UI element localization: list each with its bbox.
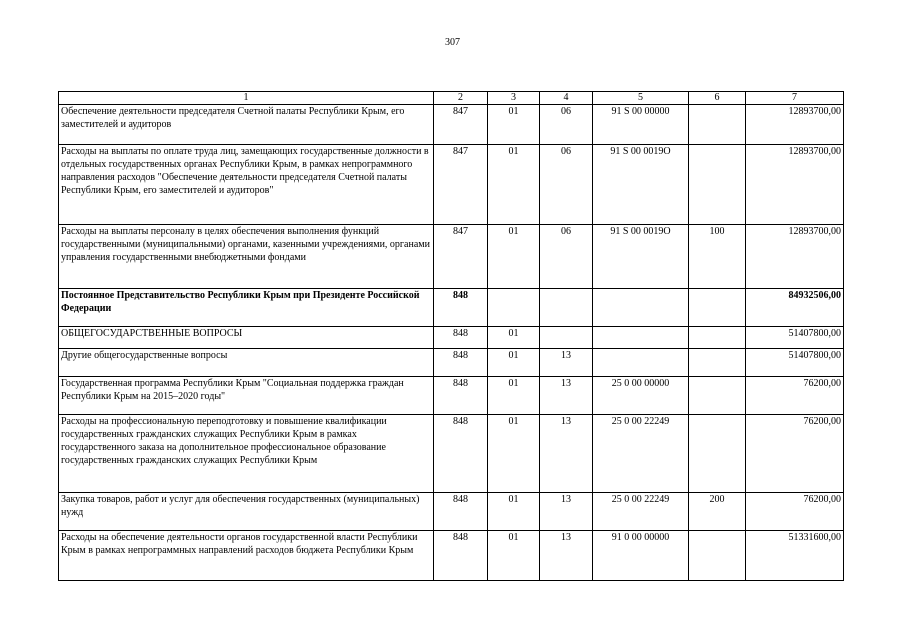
row-amount: 12893700,00 bbox=[746, 145, 844, 225]
table-row bbox=[59, 289, 844, 327]
row-subsection: 13 bbox=[540, 349, 593, 377]
row-target: 91 S 00 00000 bbox=[593, 105, 689, 145]
row-expense-type bbox=[689, 289, 746, 327]
row-code: 847 bbox=[434, 145, 488, 225]
row-section bbox=[488, 289, 540, 327]
column-header: 6 bbox=[689, 92, 746, 105]
row-target: 91 S 00 0019О bbox=[593, 225, 689, 289]
row-name: Расходы на профессиональную переподготовку и повышение квалификации государственных гражданских служащих Республики Крым в рамках государственного заказа на дополнительное профессиональное образование государственных гражданских служащих Республики Крым bbox=[59, 415, 434, 493]
row-target bbox=[593, 327, 689, 349]
row-section: 01 bbox=[488, 377, 540, 415]
row-code: 848 bbox=[434, 531, 488, 581]
row-code: 848 bbox=[434, 415, 488, 493]
row-subsection: 13 bbox=[540, 415, 593, 493]
row-name: Другие общегосударственные вопросы bbox=[59, 349, 434, 377]
row-expense-type bbox=[689, 105, 746, 145]
row-code: 848 bbox=[434, 377, 488, 415]
row-section: 01 bbox=[488, 145, 540, 225]
row-target: 25 0 00 22249 bbox=[593, 415, 689, 493]
page-number: 307 bbox=[445, 37, 460, 48]
row-target bbox=[593, 349, 689, 377]
row-amount: 51407800,00 bbox=[746, 327, 844, 349]
row-expense-type: 200 bbox=[689, 493, 746, 531]
row-subsection: 13 bbox=[540, 531, 593, 581]
row-code: 848 bbox=[434, 327, 488, 349]
row-target: 91 0 00 00000 bbox=[593, 531, 689, 581]
row-name: ОБЩЕГОСУДАРСТВЕННЫЕ ВОПРОСЫ bbox=[59, 327, 434, 349]
row-expense-type bbox=[689, 377, 746, 415]
row-code: 848 bbox=[434, 493, 488, 531]
row-subsection: 06 bbox=[540, 145, 593, 225]
table-row bbox=[59, 493, 844, 531]
row-target: 25 0 00 00000 bbox=[593, 377, 689, 415]
column-header: 2 bbox=[434, 92, 488, 105]
row-name: Расходы на выплаты по оплате труда лиц, замещающих государственные должности в отдельных государственных органах Республики Крым, в рамках непрограммного направления расходов "Обеспечение деятельности председателя Счетной палаты Республики Крым, его заместителей и аудиторов" bbox=[59, 145, 434, 225]
row-subsection bbox=[540, 289, 593, 327]
row-expense-type bbox=[689, 145, 746, 225]
row-code: 847 bbox=[434, 105, 488, 145]
budget-table bbox=[58, 91, 844, 581]
table-row bbox=[59, 377, 844, 415]
table-row bbox=[59, 531, 844, 581]
table-row bbox=[59, 349, 844, 377]
row-amount: 12893700,00 bbox=[746, 105, 844, 145]
row-expense-type bbox=[689, 327, 746, 349]
row-amount: 76200,00 bbox=[746, 493, 844, 531]
row-amount: 51407800,00 bbox=[746, 349, 844, 377]
row-name: Постоянное Представительство Республики Крым при Президенте Российской Федерации bbox=[59, 289, 434, 327]
row-section: 01 bbox=[488, 225, 540, 289]
row-name: Расходы на обеспечение деятельности органов государственной власти Республики Крым в рамках непрограммных направлений расходов бюджета Республики Крым bbox=[59, 531, 434, 581]
row-subsection: 06 bbox=[540, 105, 593, 145]
table-row bbox=[59, 105, 844, 145]
row-expense-type bbox=[689, 415, 746, 493]
column-header: 7 bbox=[746, 92, 844, 105]
row-subsection: 13 bbox=[540, 377, 593, 415]
row-section: 01 bbox=[488, 531, 540, 581]
table-row bbox=[59, 415, 844, 493]
table-row bbox=[59, 225, 844, 289]
table-row bbox=[59, 145, 844, 225]
row-section: 01 bbox=[488, 349, 540, 377]
row-code: 848 bbox=[434, 289, 488, 327]
row-amount: 51331600,00 bbox=[746, 531, 844, 581]
row-amount: 84932506,00 bbox=[746, 289, 844, 327]
row-amount: 76200,00 bbox=[746, 415, 844, 493]
row-subsection: 06 bbox=[540, 225, 593, 289]
row-name: Закупка товаров, работ и услуг для обеспечения государственных (муниципальных) нужд bbox=[59, 493, 434, 531]
row-section: 01 bbox=[488, 327, 540, 349]
table-row bbox=[59, 327, 844, 349]
row-section: 01 bbox=[488, 105, 540, 145]
row-expense-type: 100 bbox=[689, 225, 746, 289]
row-code: 848 bbox=[434, 349, 488, 377]
column-header: 5 bbox=[593, 92, 689, 105]
row-subsection: 13 bbox=[540, 493, 593, 531]
row-expense-type bbox=[689, 531, 746, 581]
row-expense-type bbox=[689, 349, 746, 377]
row-subsection bbox=[540, 327, 593, 349]
row-amount: 12893700,00 bbox=[746, 225, 844, 289]
column-header: 3 bbox=[488, 92, 540, 105]
row-section: 01 bbox=[488, 493, 540, 531]
column-header: 1 bbox=[59, 92, 434, 105]
row-name: Расходы на выплаты персоналу в целях обеспечения выполнения функций государственными (муниципальными) органами, казенными учреждениями, органами управления государственными внебюджетными фондами bbox=[59, 225, 434, 289]
row-code: 847 bbox=[434, 225, 488, 289]
row-amount: 76200,00 bbox=[746, 377, 844, 415]
row-target: 25 0 00 22249 bbox=[593, 493, 689, 531]
row-name: Обеспечение деятельности председателя Счетной палаты Республики Крым, его заместителей и аудиторов bbox=[59, 105, 434, 145]
row-target: 91 S 00 0019О bbox=[593, 145, 689, 225]
column-header: 4 bbox=[540, 92, 593, 105]
row-name: Государственная программа Республики Крым "Социальная поддержка граждан Республики Крым на 2015–2020 годы" bbox=[59, 377, 434, 415]
header-row bbox=[59, 92, 844, 105]
row-target bbox=[593, 289, 689, 327]
row-section: 01 bbox=[488, 415, 540, 493]
